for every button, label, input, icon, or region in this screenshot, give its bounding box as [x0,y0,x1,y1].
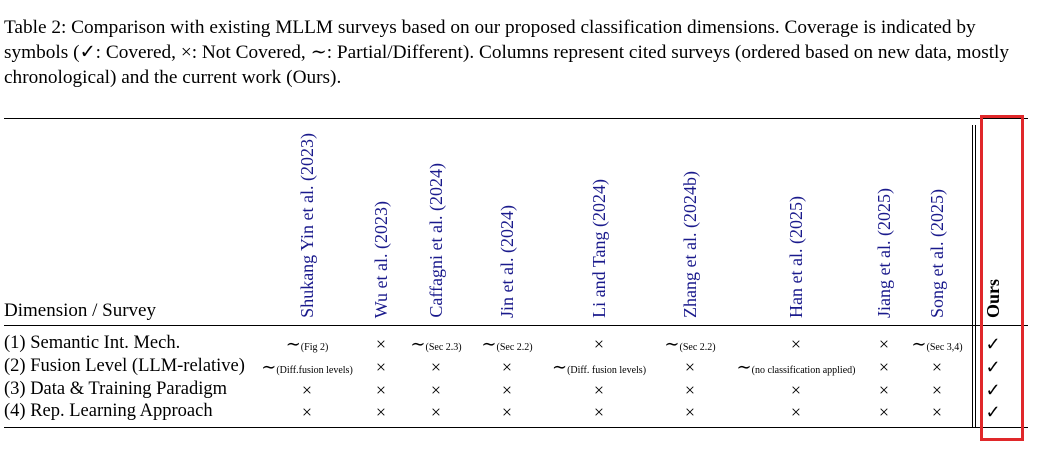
table-cell [376,334,386,355]
coverage-note: (Sec 2.2) [679,342,716,353]
coverage-note: (Fig 2) [300,342,329,353]
coverage-symbol: × [430,380,442,400]
table-cell [594,402,604,423]
coverage-note: (Diff.fusion levels) [276,365,353,376]
column-header-label: Caffagni et al. (2024) [425,163,446,318]
ours-highlight-box [980,115,1024,441]
table-cell [302,402,312,423]
coverage-note: (Diff. fusion levels) [567,365,647,376]
coverage-symbol: × [301,380,313,400]
coverage-symbol: ∼ [911,334,927,354]
coverage-symbol: × [375,380,387,400]
table-cell [879,357,889,378]
coverage-symbol: × [593,402,605,422]
table-cell [879,380,889,401]
table-cell [685,357,695,378]
coverage-symbol: ✓ [985,402,1001,422]
coverage-symbol: × [593,334,605,354]
coverage-symbol: × [593,380,605,400]
table-cell [431,380,441,401]
coverage-symbol: ✓ [985,380,1001,400]
coverage-symbol: × [790,334,802,354]
table-cell [376,357,386,378]
row-label: (3) Data & Training Paradigm [4,379,228,399]
column-header-label: Ours [982,278,1003,318]
table-cell [594,380,604,401]
coverage-symbol: × [301,402,313,422]
coverage-symbol: ∼ [481,334,497,354]
header-rule [4,325,1028,326]
column-header-label: Li and Tang (2024) [588,179,609,318]
table-cell [502,380,512,401]
coverage-symbol: ✓ [985,334,1001,354]
coverage-symbol: × [684,402,696,422]
table-caption: Table 2: Comparison with existing MLLM surveys based on our proposed classification dimensions. Coverage is indicated by symbols (✓: Covered, ×: Not Covered, ∼: Partial/Different). Columns represent cited surveys (ordered based on new data, mostly chronological) and the current work (Ours). [4,17,1010,88]
coverage-symbol: × [878,357,890,377]
row-label: (1) Semantic Int. Mech. [4,333,181,353]
table-cell [261,357,353,381]
table-cell [879,402,889,423]
column-header-label: Shukang Yin et al. (2023) [296,133,317,318]
table-cell [879,334,889,355]
column-header-label: Wu et al. (2023) [370,200,391,318]
column-header [424,98,448,318]
coverage-symbol: × [790,402,802,422]
column-header-label: Jiang et al. (2025) [873,188,894,318]
coverage-symbol: × [501,402,513,422]
column-header [587,98,611,318]
coverage-note: (Sec 3,4) [926,342,963,353]
coverage-symbol: × [501,380,513,400]
row-label: (4) Rep. Learning Approach [4,401,213,421]
table-cell [286,334,329,358]
row-label: (2) Fusion Level (LLM-relative) [4,356,245,376]
coverage-symbol: × [375,357,387,377]
coverage-symbol: ∼ [261,357,277,377]
coverage-symbol: × [501,357,513,377]
coverage-note: (Sec 2.2) [496,342,533,353]
table-cell [376,402,386,423]
table-cell [431,402,441,423]
table-cell [410,334,461,358]
coverage-symbol: × [430,402,442,422]
table-cell [431,357,441,378]
coverage-symbol: ✓ [985,357,1001,377]
coverage-symbol: ∼ [410,334,426,354]
coverage-symbol: ∼ [551,357,568,377]
table-cell [685,402,695,423]
table-cell [594,334,604,355]
column-header [678,98,702,318]
coverage-symbol: × [878,402,890,422]
column-header-label: Han et al. (2025) [785,196,806,318]
column-header [925,98,949,318]
column-header-label: Song et al. (2025) [926,189,947,318]
column-header [295,98,319,318]
coverage-symbol: × [430,357,442,377]
coverage-symbol: × [931,402,943,422]
dimension-survey-header: Dimension / Survey [4,300,156,321]
ours-separator-right [975,125,976,427]
coverage-symbol: × [684,380,696,400]
table-cell [664,334,715,358]
table-cell [685,380,695,401]
table-cell [737,357,856,381]
column-header [784,98,808,318]
coverage-symbol: ∼ [664,334,680,354]
table-cell [932,380,942,401]
column-header [369,98,393,318]
coverage-note: (Sec 2.3) [425,342,462,353]
coverage-note: (no classification applied) [751,365,856,376]
column-header [495,98,519,318]
table-cell [932,357,942,378]
column-header-label: Jin et al. (2024) [496,205,517,318]
table-cell [791,334,801,355]
coverage-symbol: × [931,380,943,400]
table-cell [932,402,942,423]
table-cell [502,402,512,423]
table-cell [911,334,962,358]
table-cell [481,334,532,358]
table-cell [552,357,646,381]
coverage-symbol: × [878,380,890,400]
coverage-symbol: × [790,380,802,400]
table-cell [502,357,512,378]
coverage-symbol: × [684,357,696,377]
ours-separator-left [972,125,973,427]
table-cell [791,402,801,423]
bottom-rule [4,427,1028,428]
coverage-symbol: ∼ [285,334,301,354]
coverage-symbol: × [375,334,387,354]
coverage-symbol: × [375,402,387,422]
coverage-symbol: × [878,334,890,354]
table-cell [376,380,386,401]
coverage-symbol: × [931,357,943,377]
column-header-label: Zhang et al. (2024b) [679,171,700,318]
coverage-symbol: ∼ [736,357,752,377]
table-cell [302,380,312,401]
table-cell [791,380,801,401]
column-header [872,98,896,318]
